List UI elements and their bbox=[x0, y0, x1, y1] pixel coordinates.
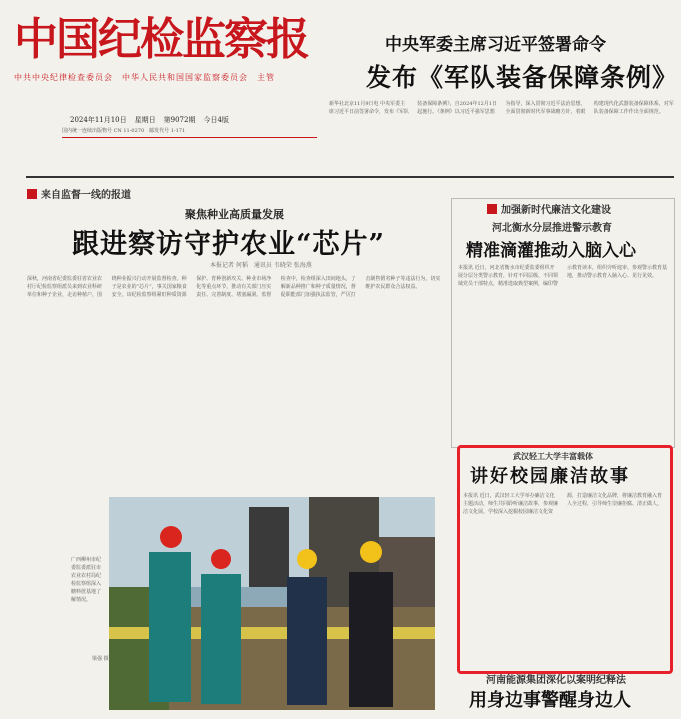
right-article-title: 精准滴灌推动入脑入心 bbox=[466, 241, 636, 261]
headline-kicker: 中央军委主席习近平签署命令 bbox=[385, 35, 606, 55]
issue-weekday: 星期日 bbox=[134, 116, 156, 124]
masthead-rule bbox=[62, 137, 317, 138]
masthead bbox=[14, 10, 370, 94]
highlight-title: 讲好校园廉洁故事 bbox=[470, 466, 630, 487]
newspaper-title: 中国纪检监察报 bbox=[14, 14, 308, 65]
section-tag bbox=[27, 186, 131, 201]
highlight-kicker: 武汉轻工大学丰富载体 bbox=[513, 451, 593, 461]
page-count: 今日4版 bbox=[203, 116, 229, 124]
issue-number: 第9072期 bbox=[163, 116, 196, 124]
section-tag-label: 来自监督一线的报道 bbox=[41, 190, 131, 201]
bottom-article-kicker: 河南能源集团深化以案明纪释法 bbox=[486, 675, 626, 686]
article-byline: 本报记者 何韬 通讯员 韦晓荣 张海燕 bbox=[210, 262, 312, 269]
article-kicker: 聚焦种业高质量发展 bbox=[185, 208, 284, 221]
photo-credit: 梁强 摄 bbox=[92, 656, 109, 662]
article-body: 深秋，河南省纪委监委驻省农业农村厅纪检监察组派员来到农业科研单位和种子企业，走访种植户，围绕种业振兴行动开展监督检查。种子是农业的“芯片”，事关国家粮食安全。该纪检监察组紧盯种质资源保护、育种创新攻关、种业市场净化等重点环节，推动有关部门压实责任、完善制度、堵塞漏洞。监督检查中，检查组深入田间地头，了解新品种推广和种子质量情况，督促职能部门加强执法监管，严厉打击制售假劣种子等违法行为，切实维护农民群众合法权益。 bbox=[27, 276, 441, 298]
registration-line: 国内统一连续出版物号 CN 11-0270 邮发代号 1-171 bbox=[62, 128, 186, 134]
section-divider bbox=[26, 176, 674, 178]
right-section-tag bbox=[487, 201, 611, 216]
dateline bbox=[70, 115, 316, 125]
photo-caption: 广西柳州市纪委监委派驻市农业农村局纪检监察组深入糖料蔗基地了解情况。 bbox=[71, 557, 102, 603]
headline-body: 新华社北京11月9日电 中央军委主席习近平日前签署命令，发布《军队装备保障条例》，自2024年12月1日起施行。《条例》以习近平强军思想为指导，深入贯彻习近平法治思想，全面贯彻新时代军事战略方针，着眼构建现代化武器装备保障体系，对军队装备保障工作作出全面规范。 bbox=[329, 101, 674, 115]
workers-photo-illustration bbox=[109, 497, 435, 710]
headline-title: 发布《军队装备保障条例》 bbox=[366, 63, 679, 92]
section-marker-icon bbox=[27, 189, 37, 199]
right-article-body: 本报讯 近日，河北省衡水市纪委监委组织开展分层分类警示教育，针对不同层级、不同领域党员干部特点，精准选取典型案例，编印警示教育读本，组织旁听庭审、参观警示教育基地，推动警示教育入脑入心、见行见效。 bbox=[458, 265, 668, 287]
issue-date: 2024年11月10日 bbox=[70, 116, 127, 124]
right-article-kicker: 河北衡水分层推进警示教育 bbox=[492, 223, 612, 234]
section-marker-icon bbox=[487, 204, 497, 214]
bottom-article-title: 用身边事警醒身边人 bbox=[469, 690, 631, 711]
highlight-body: 本报讯 近日，武汉轻工大学举办廉洁文化主题活动，师生共同聆听廉洁故事，参观廉洁文化展。学校深入挖掘校园廉洁文化资源，打造廉洁文化品牌，将廉洁教育融入育人全过程，引导师生崇廉拒腐、清正做人。 bbox=[463, 493, 663, 515]
right-section-tag-label: 加强新时代廉洁文化建设 bbox=[501, 205, 611, 216]
article-title: 跟进察访守护农业“芯片” bbox=[72, 229, 386, 260]
publisher-line: 中共中央纪律检查委员会 中华人民共和国国家监察委员会 主管 bbox=[14, 73, 275, 82]
article-photo bbox=[109, 497, 435, 710]
